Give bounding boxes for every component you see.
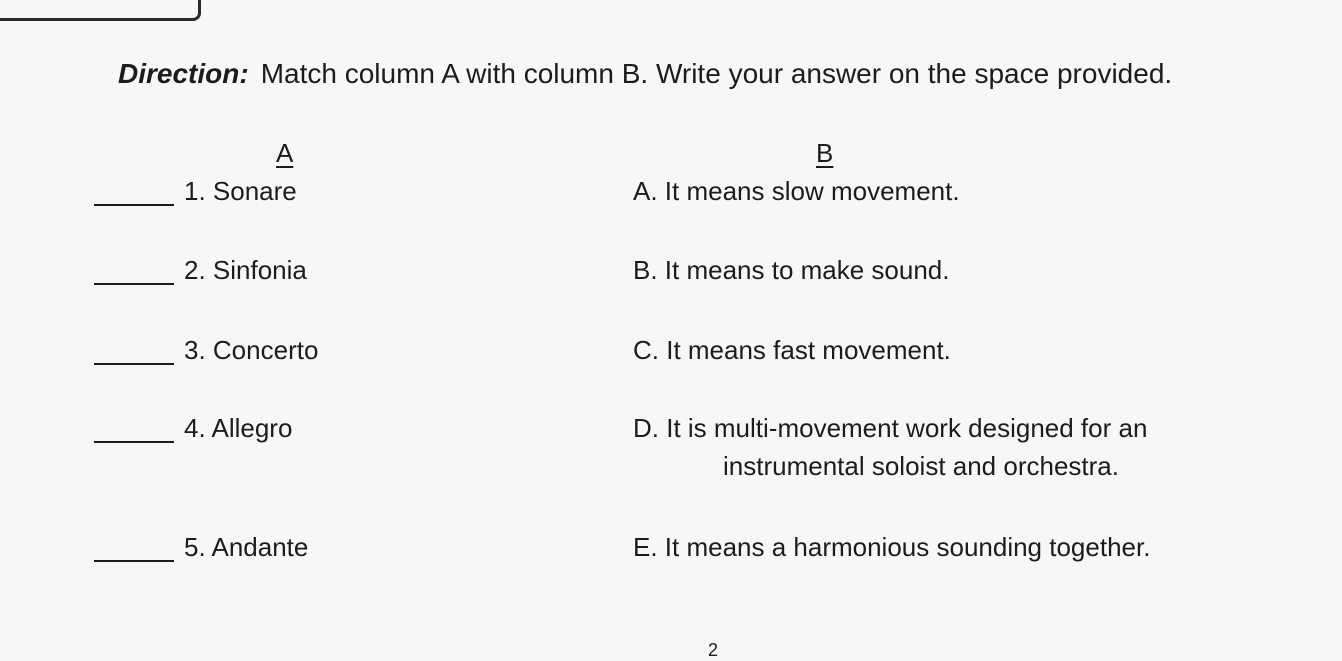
answer-blank-3[interactable] [94,363,174,365]
direction-instruction [118,58,1172,90]
column-b-item-d-line-2: instrumental soloist and orchestra. [723,451,1119,481]
previous-box-border [0,0,201,21]
page-number-partial: 2 [708,640,719,660]
answer-blank-1[interactable] [94,204,174,206]
column-b-item-d-line-1: D. It is multi-movement work designed for an [633,413,1148,443]
column-a-header: A [276,138,294,168]
column-b-item-c: C. It means fast movement. [633,335,951,365]
column-a-item-2: 2. Sinfonia [184,255,307,285]
column-b-item-d [633,413,1147,444]
direction-text: Match column A with column B. Write your answer on the space provided. [260,58,1173,89]
column-b-item-a: A. It means slow movement. [633,176,960,206]
answer-blank-5[interactable] [94,560,174,562]
column-a-item-1: 1. Sonare [184,176,297,206]
column-b-item-e: E. It means a harmonious sounding together. [633,532,1151,562]
column-a-item-5: 5. Andante [184,532,309,562]
column-b-item-b: B. It means to make sound. [633,255,950,285]
column-a-item-4: 4. Allegro [184,413,293,443]
column-b-header: B [816,138,834,168]
answer-blank-4[interactable] [94,441,174,443]
column-a-item-3: 3. Concerto [184,335,319,365]
answer-blank-2[interactable] [94,283,174,285]
direction-label: Direction: [118,58,249,89]
